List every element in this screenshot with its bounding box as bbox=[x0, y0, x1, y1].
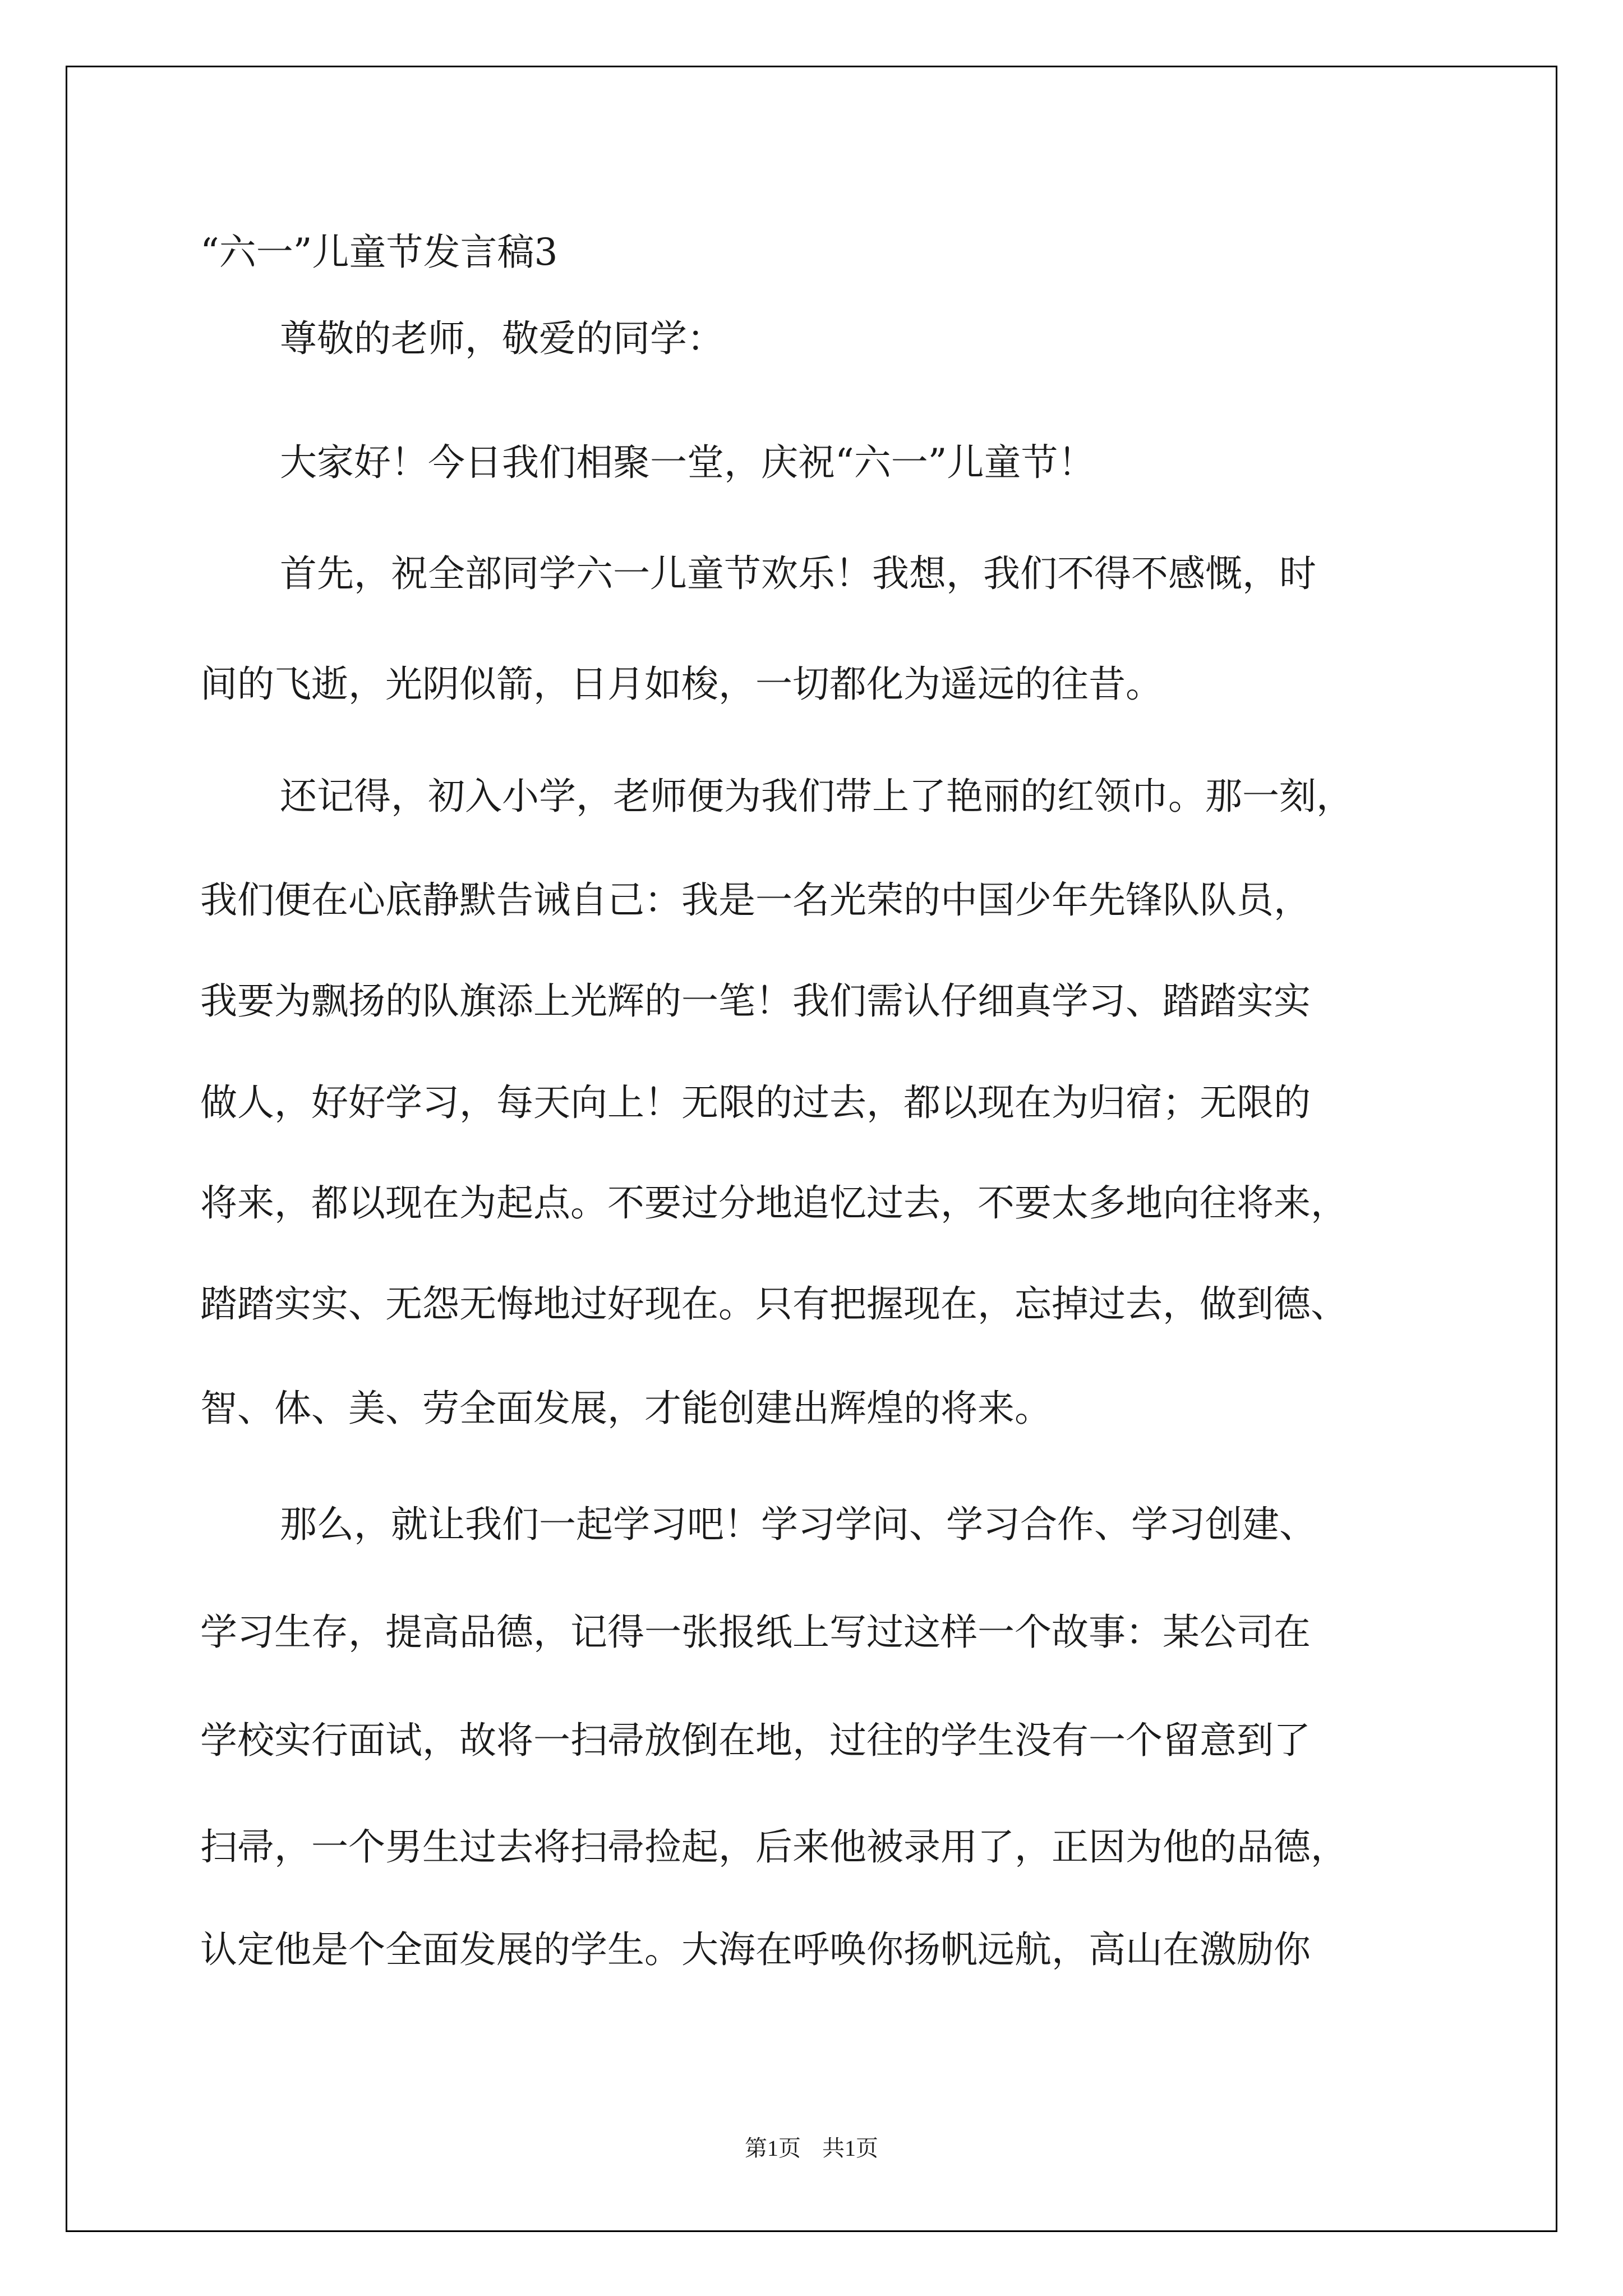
paragraph-line: 大家好！今日我们相聚一堂，庆祝“六一”儿童节！ bbox=[280, 441, 1095, 484]
paragraph-line: 我要为飘扬的队旗添上光辉的一笔！我们需认仔细真学习、踏踏实实 bbox=[200, 979, 1311, 1023]
paragraph-line: 我们便在心底静默告诫自己：我是一名光荣的中国少年先锋队队员， bbox=[200, 878, 1311, 922]
page-footer bbox=[0, 2134, 1623, 2162]
paragraph-line: 还记得，初入小学，老师便为我们带上了艳丽的红领巾。那一刻， bbox=[280, 775, 1353, 818]
paragraph-line: 那么，就让我们一起学习吧！学习学问、学习合作、学习创建、 bbox=[280, 1503, 1316, 1546]
page-total: 共1页 bbox=[822, 2136, 878, 2161]
paragraph-line: 扫帚，一个男生过去将扫帚捡起，后来他被录用了，正因为他的品德， bbox=[200, 1825, 1348, 1869]
page-number: 第1页 bbox=[745, 2136, 801, 2161]
paragraph-line: 将来，都以现在为起点。不要过分地追忆过去，不要太多地向往将来， bbox=[200, 1181, 1348, 1225]
document-title: “六一”儿童节发言稿3 bbox=[200, 231, 558, 274]
paragraph-line: 尊敬的老师，敬爱的同学： bbox=[280, 317, 724, 360]
paragraph-line: 踏踏实实、无怨无悔地过好现在。只有把握现在，忘掉过去，做到德、 bbox=[200, 1282, 1348, 1326]
paragraph-line: 学校实行面试，故将一扫帚放倒在地，过往的学生没有一个留意到了 bbox=[200, 1719, 1311, 1762]
paragraph-line: 间的飞逝，光阴似箭，日月如梭，一切都化为遥远的往昔。 bbox=[200, 662, 1163, 706]
page-border bbox=[66, 66, 1557, 2232]
paragraph-line: 做人，好好学习，每天向上！无限的过去，都以现在为归宿；无限的 bbox=[200, 1081, 1311, 1124]
paragraph-line: 首先，祝全部同学六一儿童节欢乐！我想，我们不得不感慨，时 bbox=[280, 552, 1316, 595]
paragraph-line: 认定他是个全面发展的学生。大海在呼唤你扬帆远航，高山在激励你 bbox=[200, 1928, 1311, 1971]
paragraph-line: 智、体、美、劳全面发展，才能创建出辉煌的将来。 bbox=[200, 1387, 1052, 1430]
paragraph-line: 学习生存，提高品德，记得一张报纸上写过这样一个故事：某公司在 bbox=[200, 1611, 1311, 1654]
